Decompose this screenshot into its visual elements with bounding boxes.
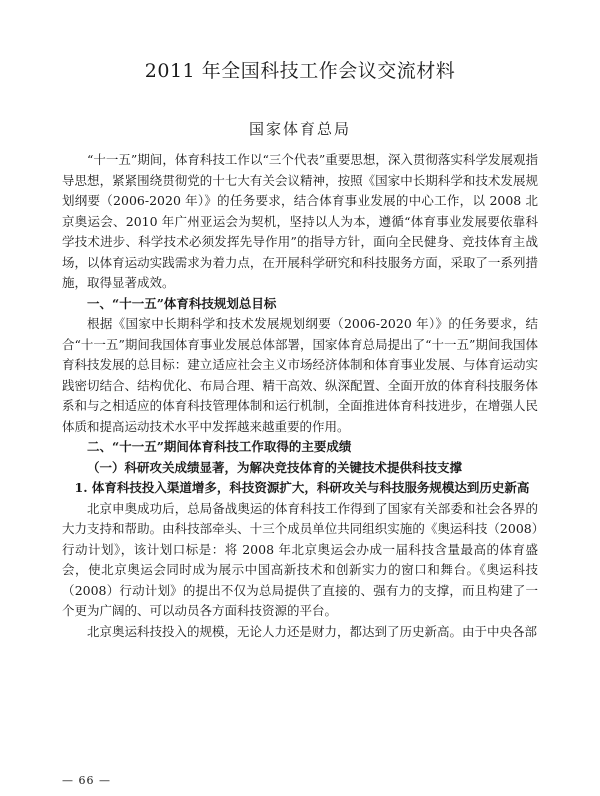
page-number: — 66 — <box>62 774 111 787</box>
body-paragraph: “十一五”期间，体育科技工作以“三个代表”重要思想，深入贯彻落实科学发展观指导思想，紧紧围绕贯彻党的十七大有关会议精神，按照《国家中长期科学和技术发展规划纲要（2006-2020 年）》的任务要求，结合体育事业发展的中心工作，以 2008 北京奥运会、2010 年广州亚运会为契机，坚持以人为本，遵循“体育事业发展要依靠科学技术进步、科学技术必须发挥先导作用”的指导方针，面向全民健身、竞技体育主战场，以体育运动实践需求为着力点，在开展科学研究和科技服务方面，采取了一系列措施，取得显著成效。 <box>62 152 538 290</box>
document-body <box>62 150 538 642</box>
section-heading: 1. 体育科技投入渠道增多，科技资源扩大，科研攻关与科技服务规模达到历史新高 <box>74 480 530 495</box>
section-heading: 一、“十一五”体育科技规划总目标 <box>87 295 277 311</box>
document-author: 国家体育总局 <box>248 120 351 138</box>
section-heading: （一）科研攻关成绩显著，为解决竞技体育的关键技术提供科技支撑 <box>87 459 463 475</box>
body-paragraph: 根据《国家中长期科学和技术发展规划纲要（2006-2020 年）》的任务要求，结合“十一五”期间我国体育事业发展总体部署，国家体育总局提出了“十一五”期间我国体育科技发展的总目标：建立适应社会主义市场经济体制和体育事业发展、与体育运动实践密切结合、结构优化、布局合理、精干高效、纵深配置、全面开放的体育科技服务体系和与之相适应的体育科技管理体制和运行机制，全面推进体育科技进步，在增强人民体质和提高运动技术水平中发挥越来越重要的作用。 <box>62 316 538 434</box>
document-title: 2011 年全国科技工作会议交流材料 <box>144 60 456 82</box>
body-paragraph: 北京奥运科技投入的规模，无论人力还是财力，都达到了历史新高。由于中央各部 <box>87 623 538 639</box>
body-paragraph: 北京申奥成功后，总局备战奥运的体育科技工作得到了国家有关部委和社会各界的大力支持和帮助。由科技部牵头、十三个成员单位共同组织实施的《奥运科技（2008）行动计划》，该计划口标是：将 2008 年北京奥运会办成一届科技含量最高的体育盛会，使北京奥运会同时成为展示中国高新技术和创新实力的窗口和舞台。《奥运科技（2008）行动计划》的提出不仅为总局提供了直接的、强有力的支撑，而且构建了一个更为广阔的、可以动员各方面科技资源的平台。 <box>62 500 538 618</box>
section-heading: 二、“十一五”期间体育科技工作取得的主要成绩 <box>87 439 352 454</box>
